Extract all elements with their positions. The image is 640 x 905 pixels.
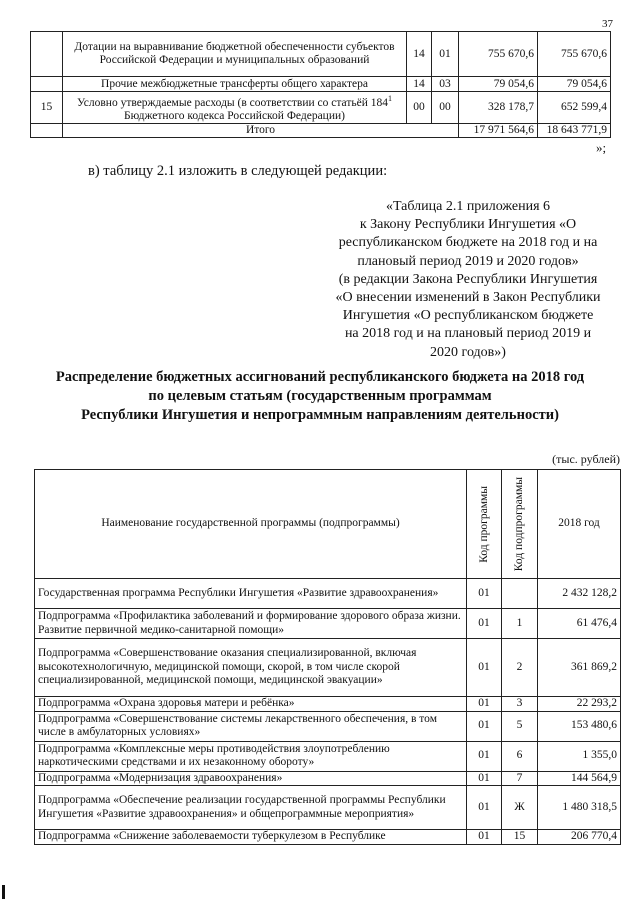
program-name: Подпрограмма «Модернизация здравоохранения» (35, 771, 467, 786)
table-row (31, 77, 611, 92)
subprogram-code: 3 (502, 697, 538, 712)
expense-name: Дотации на выравнивание бюджетной обеспеченности субъектов Российской Федерации и муниципальных образований (63, 32, 407, 77)
subprogram-code: Ж (502, 786, 538, 830)
units-label: (тыс. рублей) (552, 452, 620, 466)
note-line: республиканском бюджете на 2018 год и на (338, 235, 598, 251)
subsection-code: 01 (432, 32, 459, 77)
program-name: Подпрограмма «Снижение заболеваемости туберкулезом в Республике (35, 830, 467, 845)
section-code: 14 (407, 32, 432, 77)
row-number: 15 (31, 92, 63, 124)
note-line: «Таблица 2.1 приложения 6 (385, 199, 551, 214)
total-row (31, 123, 611, 137)
header-subprogram-code-text: Код подпрограммы (513, 476, 525, 572)
program-code: 01 (467, 786, 502, 830)
heading-line: Республики Ингушетия и непрограммным направлениям деятельности) (81, 407, 559, 423)
subprogram-code: 2 (502, 639, 538, 697)
note-line: на 2018 год и на плановый период 2019 и (344, 326, 592, 342)
amount-2019: 79 054,6 (459, 77, 538, 92)
amount-2019: 328 178,7 (459, 92, 538, 124)
header-row (35, 470, 621, 579)
program-code: 01 (467, 741, 502, 771)
page-number: 37 (602, 18, 613, 30)
table-row (35, 711, 621, 741)
program-name: Подпрограмма «Обеспечение реализации государственной программы Республики Ингушетия «Развитие здравоохранения» и общепрограммные мероприятия» (35, 786, 467, 830)
row-number (31, 32, 63, 77)
header-subprogram-code (502, 470, 538, 579)
expense-name-text: Условно утверждаемые расходы (в соответствии со статьёй 184 (77, 96, 388, 109)
amount-2018: 61 476,4 (538, 609, 621, 639)
note-line: (в редакции Закона Республики Ингушетия (338, 271, 598, 287)
program-code: 01 (467, 697, 502, 712)
expense-name-tail: Бюджетного кодекса Российской Федерации) (124, 109, 345, 122)
header-name: Наименование государственной программы (подпрограммы) (35, 470, 467, 579)
amount-2018: 144 564,9 (538, 771, 621, 786)
program-name: Подпрограмма «Профилактика заболеваний и формирование здорового образа жизни. Развитие первичной медико-санитарной помощи» (35, 609, 467, 639)
subprogram-code: 5 (502, 711, 538, 741)
program-code: 01 (467, 771, 502, 786)
table-row (35, 697, 621, 712)
table-row (31, 92, 611, 124)
allocation-table (34, 469, 621, 845)
note-line: к Закону Республики Ингушетия «О (359, 217, 577, 233)
table-row (35, 830, 621, 845)
closing-quote: »; (596, 140, 607, 155)
amount-2018: 1 355,0 (538, 741, 621, 771)
total-2019: 17 971 564,6 (459, 123, 538, 137)
subprogram-code: 7 (502, 771, 538, 786)
section-code: 14 (407, 77, 432, 92)
note-line: плановый период 2019 и 2020 годов» (357, 253, 579, 269)
heading-line: по целевым статьям (государственным программам (148, 388, 492, 404)
total-2020: 18 643 771,9 (538, 123, 611, 137)
table-row (35, 579, 621, 609)
header-program-code (467, 470, 502, 579)
subprogram-code: 15 (502, 830, 538, 845)
table-note (318, 198, 618, 362)
heading-line: Распределение бюджетных ассигнований республиканского бюджета на 2018 год (55, 369, 585, 385)
table-row (35, 786, 621, 830)
amount-2019: 755 670,6 (459, 32, 538, 77)
amount-2018: 361 869,2 (538, 639, 621, 697)
subsection-code: 00 (432, 92, 459, 124)
subprogram-code (502, 579, 538, 609)
program-name: Государственная программа Республики Ингушетия «Развитие здравоохранения» (35, 579, 467, 609)
amount-2018: 2 432 128,2 (538, 579, 621, 609)
program-code: 01 (467, 711, 502, 741)
amount-2020: 79 054,6 (538, 77, 611, 92)
amount-2020: 755 670,6 (538, 32, 611, 77)
amount-2018: 206 770,4 (538, 830, 621, 845)
intro-text: в) таблицу 2.1 изложить в следующей редакции: (88, 163, 388, 179)
margin-mark (2, 885, 5, 899)
header-program-code-text: Код программы (477, 485, 490, 563)
table-row (35, 639, 621, 697)
budget-table-continuation (30, 31, 611, 138)
total-label: Итого (63, 123, 459, 137)
program-code: 01 (467, 830, 502, 845)
amount-2020: 652 599,4 (538, 92, 611, 124)
section-code: 00 (407, 92, 432, 124)
expense-name: Прочие межбюджетные трансферты общего характера (63, 77, 407, 92)
amount-2018: 1 480 318,5 (538, 786, 621, 830)
subprogram-code: 6 (502, 741, 538, 771)
table-row (35, 771, 621, 786)
expense-name (63, 92, 407, 124)
table-row (35, 741, 621, 771)
table-heading (20, 368, 620, 425)
program-code: 01 (467, 639, 502, 697)
program-name: Подпрограмма «Совершенствование оказания специализированной, включая высокотехнологичную, медицинской помощи, скорой, в том числе скорой специализированной, медицинской помощи, медицинской эвакуации» (35, 639, 467, 697)
article-superscript: 1 (387, 94, 392, 103)
note-line: 2020 годов») (430, 344, 506, 360)
table-row (35, 609, 621, 639)
subprogram-code: 1 (502, 609, 538, 639)
note-line: Ингушетия «О республиканском бюджете (342, 308, 594, 324)
subsection-code: 03 (432, 77, 459, 92)
header-year: 2018 год (538, 470, 621, 579)
program-code: 01 (467, 609, 502, 639)
amount-2018: 22 293,2 (538, 697, 621, 712)
empty-cell (31, 123, 63, 137)
program-code: 01 (467, 579, 502, 609)
program-name: Подпрограмма «Совершенствование системы лекарственного обеспечения, в том числе в амбулаторных условиях» (35, 711, 467, 741)
program-name: Подпрограмма «Комплексные меры противодействия злоупотреблению наркотическими средствами и их незаконному обороту» (35, 741, 467, 771)
amount-2018: 153 480,6 (538, 711, 621, 741)
program-name: Подпрограмма «Охрана здоровья матери и ребёнка» (35, 697, 467, 712)
table-row (31, 32, 611, 77)
note-line: «О внесении изменений в Закон Республики (335, 290, 601, 306)
row-number (31, 77, 63, 92)
